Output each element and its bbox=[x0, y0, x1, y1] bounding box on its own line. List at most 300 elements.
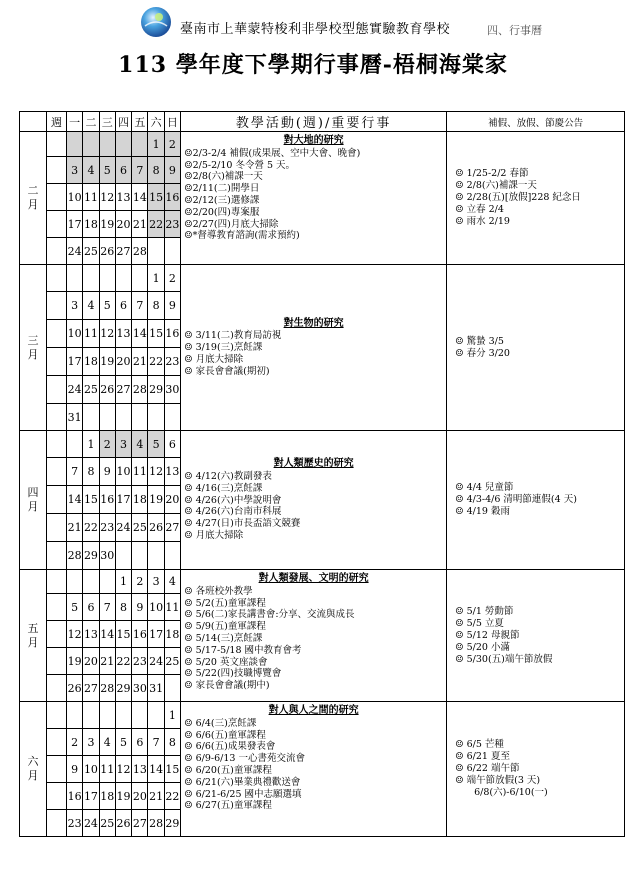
month-label: 六 月 bbox=[20, 702, 47, 837]
page-title: 113 學年度下學期行事曆-梧桐海棠家 bbox=[118, 52, 508, 78]
day-cell: 1 bbox=[148, 265, 164, 292]
activity-item: ☺ 5/2(五)童軍課程 bbox=[184, 597, 266, 609]
day-cell: 27 bbox=[132, 810, 148, 837]
week-number-cell bbox=[47, 132, 67, 157]
day-cell: 23 bbox=[132, 648, 148, 675]
day-cell: 10 bbox=[148, 594, 164, 621]
activity-item: ☺ 6/6(五)成果發表會 bbox=[184, 741, 276, 753]
day-cell: 10 bbox=[83, 756, 99, 783]
day-cell: 19 bbox=[99, 211, 115, 238]
day-cell: 4 bbox=[164, 570, 180, 594]
holiday-item: ☺ 6/21 夏至 bbox=[455, 751, 510, 762]
week-number-cell bbox=[47, 542, 67, 570]
week-number-cell bbox=[47, 702, 67, 729]
week-number-cell bbox=[47, 238, 67, 265]
day-cell: 11 bbox=[99, 756, 115, 783]
day-cell bbox=[67, 132, 83, 157]
day-cell bbox=[132, 132, 148, 157]
day-cell: 18 bbox=[132, 486, 148, 514]
day-cell: 23 bbox=[164, 211, 180, 238]
holiday-item: ☺ 立春 2/4 bbox=[455, 204, 504, 215]
day-cell: 5 bbox=[99, 157, 115, 184]
day-cell bbox=[148, 702, 164, 729]
day-cell: 22 bbox=[115, 648, 131, 675]
week-number-cell bbox=[47, 157, 67, 184]
page-header bbox=[0, 0, 626, 110]
day-cell: 17 bbox=[67, 348, 83, 376]
day-cell: 20 bbox=[83, 648, 99, 675]
day-cell: 6 bbox=[115, 157, 131, 184]
week-number-cell bbox=[47, 783, 67, 810]
day-cell: 18 bbox=[99, 783, 115, 810]
day-cell: 30 bbox=[132, 675, 148, 702]
school-name: 臺南市上華蒙特梭利非學校型態實驗教育學校 bbox=[180, 22, 451, 37]
day-cell: 25 bbox=[132, 514, 148, 542]
activity-item: ☺ 4/26(六)中學說明會 bbox=[184, 494, 282, 506]
day-cell: 4 bbox=[83, 292, 99, 320]
day-cell bbox=[132, 265, 148, 292]
day-cell bbox=[67, 702, 83, 729]
activity-item: ☺2/27(四)月底大掃除 bbox=[184, 218, 279, 230]
day-cell: 20 bbox=[115, 211, 131, 238]
day-cell: 12 bbox=[115, 756, 131, 783]
day-cell: 13 bbox=[164, 458, 180, 486]
day-cell: 24 bbox=[148, 648, 164, 675]
activity-theme-title: 對大地的研究 bbox=[283, 135, 344, 146]
day-cell bbox=[164, 238, 180, 265]
day-cell: 2 bbox=[132, 570, 148, 594]
day-cell: 26 bbox=[99, 238, 115, 265]
activity-item: ☺ 家長會會議(期初) bbox=[184, 365, 270, 377]
activity-item: ☺2/5-2/10 冬令營 5 天。 bbox=[184, 159, 296, 171]
day-cell: 4 bbox=[132, 431, 148, 458]
day-cell: 15 bbox=[148, 184, 164, 211]
activity-item: ☺ 6/27(五)童軍課程 bbox=[184, 800, 272, 812]
day-cell: 27 bbox=[115, 376, 131, 404]
day-cell: 7 bbox=[148, 729, 164, 756]
day-cell: 8 bbox=[83, 458, 99, 486]
holidays-cell bbox=[447, 431, 625, 570]
day-cell: 4 bbox=[99, 729, 115, 756]
month-label: 四 月 bbox=[20, 431, 47, 570]
day-cell: 22 bbox=[148, 348, 164, 376]
activity-item: ☺2/3-2/4 補假(成果展、空中大會、晚會) bbox=[184, 147, 361, 159]
day-cell: 12 bbox=[99, 320, 115, 348]
calendar-body bbox=[20, 132, 625, 837]
holiday-item: ☺ 春分 3/20 bbox=[455, 347, 510, 359]
week-number-cell bbox=[47, 486, 67, 514]
calendar-week-row bbox=[20, 265, 625, 292]
calendar-week-row bbox=[20, 570, 625, 594]
activities-cell bbox=[181, 132, 447, 265]
day-cell: 15 bbox=[148, 320, 164, 348]
day-cell: 19 bbox=[115, 783, 131, 810]
day-cell bbox=[83, 265, 99, 292]
day-cell: 11 bbox=[132, 458, 148, 486]
day-cell: 17 bbox=[148, 621, 164, 648]
day-cell: 1 bbox=[148, 132, 164, 157]
activity-item: ☺ 4/27(日)市長盃語文競賽 bbox=[184, 518, 301, 530]
week-number-cell bbox=[47, 570, 67, 594]
month-label: 三 月 bbox=[20, 265, 47, 431]
activity-item: ☺ 6/4(三)烹飪課 bbox=[184, 717, 257, 729]
header-month bbox=[20, 112, 47, 132]
day-cell: 25 bbox=[83, 238, 99, 265]
week-number-cell bbox=[47, 292, 67, 320]
day-cell: 8 bbox=[115, 594, 131, 621]
holiday-item: ☺ 6/22 端午節 bbox=[455, 763, 520, 774]
calendar-week-row bbox=[20, 702, 625, 729]
day-cell bbox=[148, 542, 164, 570]
activity-item: ☺ 各班校外教學 bbox=[184, 585, 253, 597]
activity-item: ☺ 3/19(三)烹飪課 bbox=[184, 342, 263, 354]
day-cell: 27 bbox=[164, 514, 180, 542]
day-cell: 21 bbox=[132, 348, 148, 376]
day-cell: 13 bbox=[115, 184, 131, 211]
day-cell: 24 bbox=[67, 376, 83, 404]
day-cell: 5 bbox=[148, 431, 164, 458]
day-cell bbox=[148, 404, 164, 431]
day-cell: 19 bbox=[67, 648, 83, 675]
holiday-item: ☺ 4/3-4/6 清明節連假(4 天) bbox=[455, 494, 577, 505]
day-cell: 28 bbox=[67, 542, 83, 570]
day-cell: 1 bbox=[83, 431, 99, 458]
month-label: 二 月 bbox=[20, 132, 47, 265]
day-cell: 13 bbox=[115, 320, 131, 348]
day-cell: 28 bbox=[132, 238, 148, 265]
day-cell bbox=[115, 265, 131, 292]
day-cell: 18 bbox=[83, 211, 99, 238]
day-cell bbox=[99, 132, 115, 157]
week-number-cell bbox=[47, 756, 67, 783]
holidays-cell bbox=[447, 570, 625, 702]
day-cell bbox=[132, 542, 148, 570]
day-cell: 31 bbox=[148, 675, 164, 702]
day-cell: 1 bbox=[115, 570, 131, 594]
day-cell: 9 bbox=[164, 292, 180, 320]
day-cell: 19 bbox=[99, 348, 115, 376]
week-number-cell bbox=[47, 211, 67, 238]
day-cell: 15 bbox=[164, 756, 180, 783]
holiday-item: ☺ 5/5 立夏 bbox=[455, 617, 504, 629]
day-cell: 15 bbox=[83, 486, 99, 514]
day-cell: 14 bbox=[132, 320, 148, 348]
activity-item: ☺ 4/16(三)烹飪課 bbox=[184, 482, 263, 494]
day-cell bbox=[83, 404, 99, 431]
day-cell: 28 bbox=[148, 810, 164, 837]
day-cell: 21 bbox=[132, 211, 148, 238]
day-cell: 26 bbox=[115, 810, 131, 837]
day-cell bbox=[99, 404, 115, 431]
day-cell: 14 bbox=[132, 184, 148, 211]
day-cell bbox=[99, 702, 115, 729]
day-cell bbox=[67, 570, 83, 594]
day-cell: 3 bbox=[115, 431, 131, 458]
header-week: 週 bbox=[47, 112, 67, 132]
day-cell bbox=[115, 702, 131, 729]
day-cell: 3 bbox=[67, 292, 83, 320]
header-day-mon: 一 bbox=[67, 112, 83, 132]
day-cell bbox=[164, 542, 180, 570]
activity-theme-title: 對人類發展、文明的研究 bbox=[258, 573, 369, 584]
holiday-item: ☺ 4/19 穀雨 bbox=[455, 506, 510, 517]
day-cell: 16 bbox=[99, 486, 115, 514]
day-cell: 10 bbox=[67, 184, 83, 211]
day-cell: 23 bbox=[164, 348, 180, 376]
day-cell: 21 bbox=[99, 648, 115, 675]
week-number-cell bbox=[47, 514, 67, 542]
day-cell: 11 bbox=[83, 320, 99, 348]
holiday-item: ☺ 1/25-2/2 春節 bbox=[455, 168, 529, 179]
holiday-item: ☺ 4/4 兒童節 bbox=[455, 482, 514, 493]
day-cell: 8 bbox=[148, 157, 164, 184]
day-cell: 25 bbox=[83, 376, 99, 404]
day-cell: 29 bbox=[83, 542, 99, 570]
day-cell: 19 bbox=[148, 486, 164, 514]
activity-item: ☺ 5/6(二)家長講書會:分享、交流與成長 bbox=[184, 609, 355, 621]
header-day-wed: 三 bbox=[99, 112, 115, 132]
day-cell: 29 bbox=[148, 376, 164, 404]
activity-item: ☺ 4/12(六)教副發表 bbox=[184, 471, 272, 482]
holiday-item: ☺ 6/5 芒種 bbox=[455, 739, 504, 750]
day-cell bbox=[67, 265, 83, 292]
day-cell: 3 bbox=[83, 729, 99, 756]
day-cell: 16 bbox=[164, 184, 180, 211]
day-cell: 21 bbox=[148, 783, 164, 810]
day-cell: 10 bbox=[115, 458, 131, 486]
header-day-sun: 日 bbox=[164, 112, 180, 132]
holiday-item: ☺ 5/12 母親節 bbox=[455, 629, 520, 641]
activity-item: ☺ 5/20 英文座談會 bbox=[184, 656, 268, 668]
day-cell: 12 bbox=[148, 458, 164, 486]
header-day-fri: 五 bbox=[132, 112, 148, 132]
day-cell: 13 bbox=[132, 756, 148, 783]
activity-theme-title: 對人與人之間的研究 bbox=[268, 705, 359, 716]
day-cell: 5 bbox=[67, 594, 83, 621]
day-cell bbox=[132, 702, 148, 729]
week-number-cell bbox=[47, 810, 67, 837]
week-number-cell bbox=[47, 621, 67, 648]
semester-calendar-table bbox=[19, 111, 625, 837]
day-cell: 11 bbox=[164, 594, 180, 621]
activity-item: ☺ 6/21-6/25 國中志願選填 bbox=[184, 788, 302, 800]
day-cell: 7 bbox=[99, 594, 115, 621]
activity-item: ☺ 6/21(六)畢業典禮歡送會 bbox=[184, 776, 301, 788]
activity-item: ☺ 6/9-6/13 一心書苑交流會 bbox=[184, 753, 305, 765]
day-cell bbox=[115, 404, 131, 431]
day-cell: 6 bbox=[164, 431, 180, 458]
week-number-cell bbox=[47, 458, 67, 486]
holiday-item: ☺ 端午節放假(3 天) bbox=[455, 775, 541, 786]
day-cell: 7 bbox=[132, 157, 148, 184]
week-number-cell bbox=[47, 594, 67, 621]
calendar-week-row bbox=[20, 431, 625, 458]
day-cell: 6 bbox=[132, 729, 148, 756]
week-number-cell bbox=[47, 265, 67, 292]
holiday-item: ☺ 2/28(五)[放假]228 紀念日 bbox=[455, 192, 581, 203]
day-cell: 18 bbox=[83, 348, 99, 376]
activities-cell bbox=[181, 702, 447, 837]
day-cell: 20 bbox=[115, 348, 131, 376]
day-cell: 28 bbox=[132, 376, 148, 404]
day-cell: 2 bbox=[164, 132, 180, 157]
day-cell: 30 bbox=[164, 376, 180, 404]
header-day-sat: 六 bbox=[148, 112, 164, 132]
day-cell bbox=[115, 542, 131, 570]
table-header-row bbox=[20, 112, 625, 132]
week-number-cell bbox=[47, 348, 67, 376]
day-cell: 2 bbox=[164, 265, 180, 292]
week-number-cell bbox=[47, 184, 67, 211]
section-label: 四、行事曆 bbox=[487, 24, 542, 37]
day-cell: 9 bbox=[99, 458, 115, 486]
day-cell: 23 bbox=[67, 810, 83, 837]
day-cell: 12 bbox=[99, 184, 115, 211]
day-cell: 20 bbox=[164, 486, 180, 514]
week-number-cell bbox=[47, 675, 67, 702]
day-cell: 4 bbox=[83, 157, 99, 184]
day-cell: 23 bbox=[99, 514, 115, 542]
activity-item: ☺ 月底大掃除 bbox=[184, 353, 244, 365]
day-cell: 14 bbox=[148, 756, 164, 783]
day-cell: 26 bbox=[99, 376, 115, 404]
holiday-item: 6/8(六)-6/10(一) bbox=[455, 787, 548, 798]
activity-item: ☺ 6/6(五)童軍課程 bbox=[184, 729, 266, 741]
day-cell bbox=[164, 675, 180, 702]
day-cell: 3 bbox=[148, 570, 164, 594]
day-cell: 30 bbox=[99, 542, 115, 570]
day-cell: 5 bbox=[99, 292, 115, 320]
day-cell: 1 bbox=[164, 702, 180, 729]
day-cell: 22 bbox=[148, 211, 164, 238]
day-cell: 25 bbox=[99, 810, 115, 837]
holiday-item: ☺ 雨水 2/19 bbox=[455, 216, 510, 227]
day-cell: 29 bbox=[115, 675, 131, 702]
header-day-tue: 二 bbox=[83, 112, 99, 132]
holiday-item: ☺ 5/20 小滿 bbox=[455, 641, 510, 653]
day-cell bbox=[83, 702, 99, 729]
holidays-cell bbox=[447, 702, 625, 837]
activities-cell bbox=[181, 570, 447, 702]
day-cell bbox=[148, 238, 164, 265]
activity-item: ☺ 家長會會議(期中) bbox=[184, 680, 270, 692]
day-cell: 9 bbox=[132, 594, 148, 621]
day-cell: 3 bbox=[67, 157, 83, 184]
day-cell: 24 bbox=[67, 238, 83, 265]
day-cell: 2 bbox=[99, 431, 115, 458]
day-cell: 13 bbox=[83, 621, 99, 648]
activity-item: ☺ 5/14(三)烹飪課 bbox=[184, 632, 263, 644]
day-cell: 2 bbox=[67, 729, 83, 756]
day-cell: 22 bbox=[164, 783, 180, 810]
day-cell bbox=[83, 132, 99, 157]
holiday-item: ☺ 驚蟄 3/5 bbox=[455, 335, 504, 347]
day-cell: 6 bbox=[83, 594, 99, 621]
day-cell: 22 bbox=[83, 514, 99, 542]
activity-item: ☺ 5/17-5/18 國中教育會考 bbox=[184, 644, 302, 656]
day-cell: 25 bbox=[164, 648, 180, 675]
school-logo-icon bbox=[140, 6, 172, 38]
activities-cell bbox=[181, 265, 447, 431]
week-number-cell bbox=[47, 729, 67, 756]
holiday-item: ☺ 5/1 勞動節 bbox=[455, 605, 514, 617]
day-cell: 29 bbox=[164, 810, 180, 837]
day-cell bbox=[99, 570, 115, 594]
activity-item: ☺2/11(二)開學日 bbox=[184, 183, 260, 195]
week-number-cell bbox=[47, 431, 67, 458]
holidays-cell bbox=[447, 265, 625, 431]
activity-item: ☺ 6/20(五)童軍課程 bbox=[184, 764, 272, 776]
month-label: 五 月 bbox=[20, 570, 47, 702]
day-cell bbox=[99, 265, 115, 292]
day-cell: 20 bbox=[132, 783, 148, 810]
day-cell bbox=[67, 431, 83, 458]
day-cell: 5 bbox=[115, 729, 131, 756]
activity-item: ☺ 5/9(五)童軍課程 bbox=[184, 621, 266, 633]
header-day-thu: 四 bbox=[115, 112, 131, 132]
day-cell: 10 bbox=[67, 320, 83, 348]
day-cell: 8 bbox=[164, 729, 180, 756]
day-cell bbox=[164, 404, 180, 431]
week-number-cell bbox=[47, 648, 67, 675]
holiday-item: ☺ 5/30(五)端午節放假 bbox=[455, 653, 553, 665]
day-cell: 9 bbox=[67, 756, 83, 783]
day-cell: 17 bbox=[83, 783, 99, 810]
header-activities: 教學活動(週)/重要行事 bbox=[181, 112, 447, 132]
day-cell bbox=[115, 132, 131, 157]
activity-item: ☺2/12(三)選修課 bbox=[184, 194, 260, 206]
day-cell: 18 bbox=[164, 621, 180, 648]
activity-theme-title: 對人類歷史的研究 bbox=[273, 458, 354, 470]
activity-item: ☺ 5/22(四)技職博覽會 bbox=[184, 668, 282, 680]
day-cell: 17 bbox=[115, 486, 131, 514]
activity-item: ☺ 月底大掃除 bbox=[184, 529, 244, 541]
activity-item: ☺2/8(六)補課一天 bbox=[184, 171, 263, 183]
activity-item: ☺ 3/11(二)教育局訪視 bbox=[184, 330, 282, 342]
day-cell bbox=[132, 404, 148, 431]
activity-item: ☺*督導教育諮詢(需求預約) bbox=[184, 230, 300, 242]
week-number-cell bbox=[47, 376, 67, 404]
day-cell: 26 bbox=[67, 675, 83, 702]
holidays-cell bbox=[447, 132, 625, 265]
day-cell: 16 bbox=[164, 320, 180, 348]
day-cell: 31 bbox=[67, 404, 83, 431]
day-cell: 17 bbox=[67, 211, 83, 238]
activity-item: ☺2/20(四)專案服 bbox=[184, 206, 260, 218]
day-cell: 26 bbox=[148, 514, 164, 542]
day-cell: 28 bbox=[99, 675, 115, 702]
week-number-cell bbox=[47, 320, 67, 348]
holiday-item: ☺ 2/8(六)補課一天 bbox=[455, 180, 537, 191]
day-cell: 11 bbox=[83, 184, 99, 211]
activities-cell bbox=[181, 431, 447, 570]
calendar-week-row bbox=[20, 132, 625, 157]
day-cell bbox=[83, 570, 99, 594]
day-cell: 21 bbox=[67, 514, 83, 542]
week-number-cell bbox=[47, 404, 67, 431]
day-cell: 12 bbox=[67, 621, 83, 648]
activity-item: ☺ 4/26(六)台南市科展 bbox=[184, 506, 282, 518]
header-holidays: 補假、放假、節慶公告 bbox=[447, 112, 625, 132]
day-cell: 16 bbox=[132, 621, 148, 648]
day-cell: 14 bbox=[99, 621, 115, 648]
day-cell: 9 bbox=[164, 157, 180, 184]
day-cell: 7 bbox=[132, 292, 148, 320]
day-cell: 27 bbox=[115, 238, 131, 265]
day-cell: 27 bbox=[83, 675, 99, 702]
day-cell: 24 bbox=[83, 810, 99, 837]
day-cell: 14 bbox=[67, 486, 83, 514]
